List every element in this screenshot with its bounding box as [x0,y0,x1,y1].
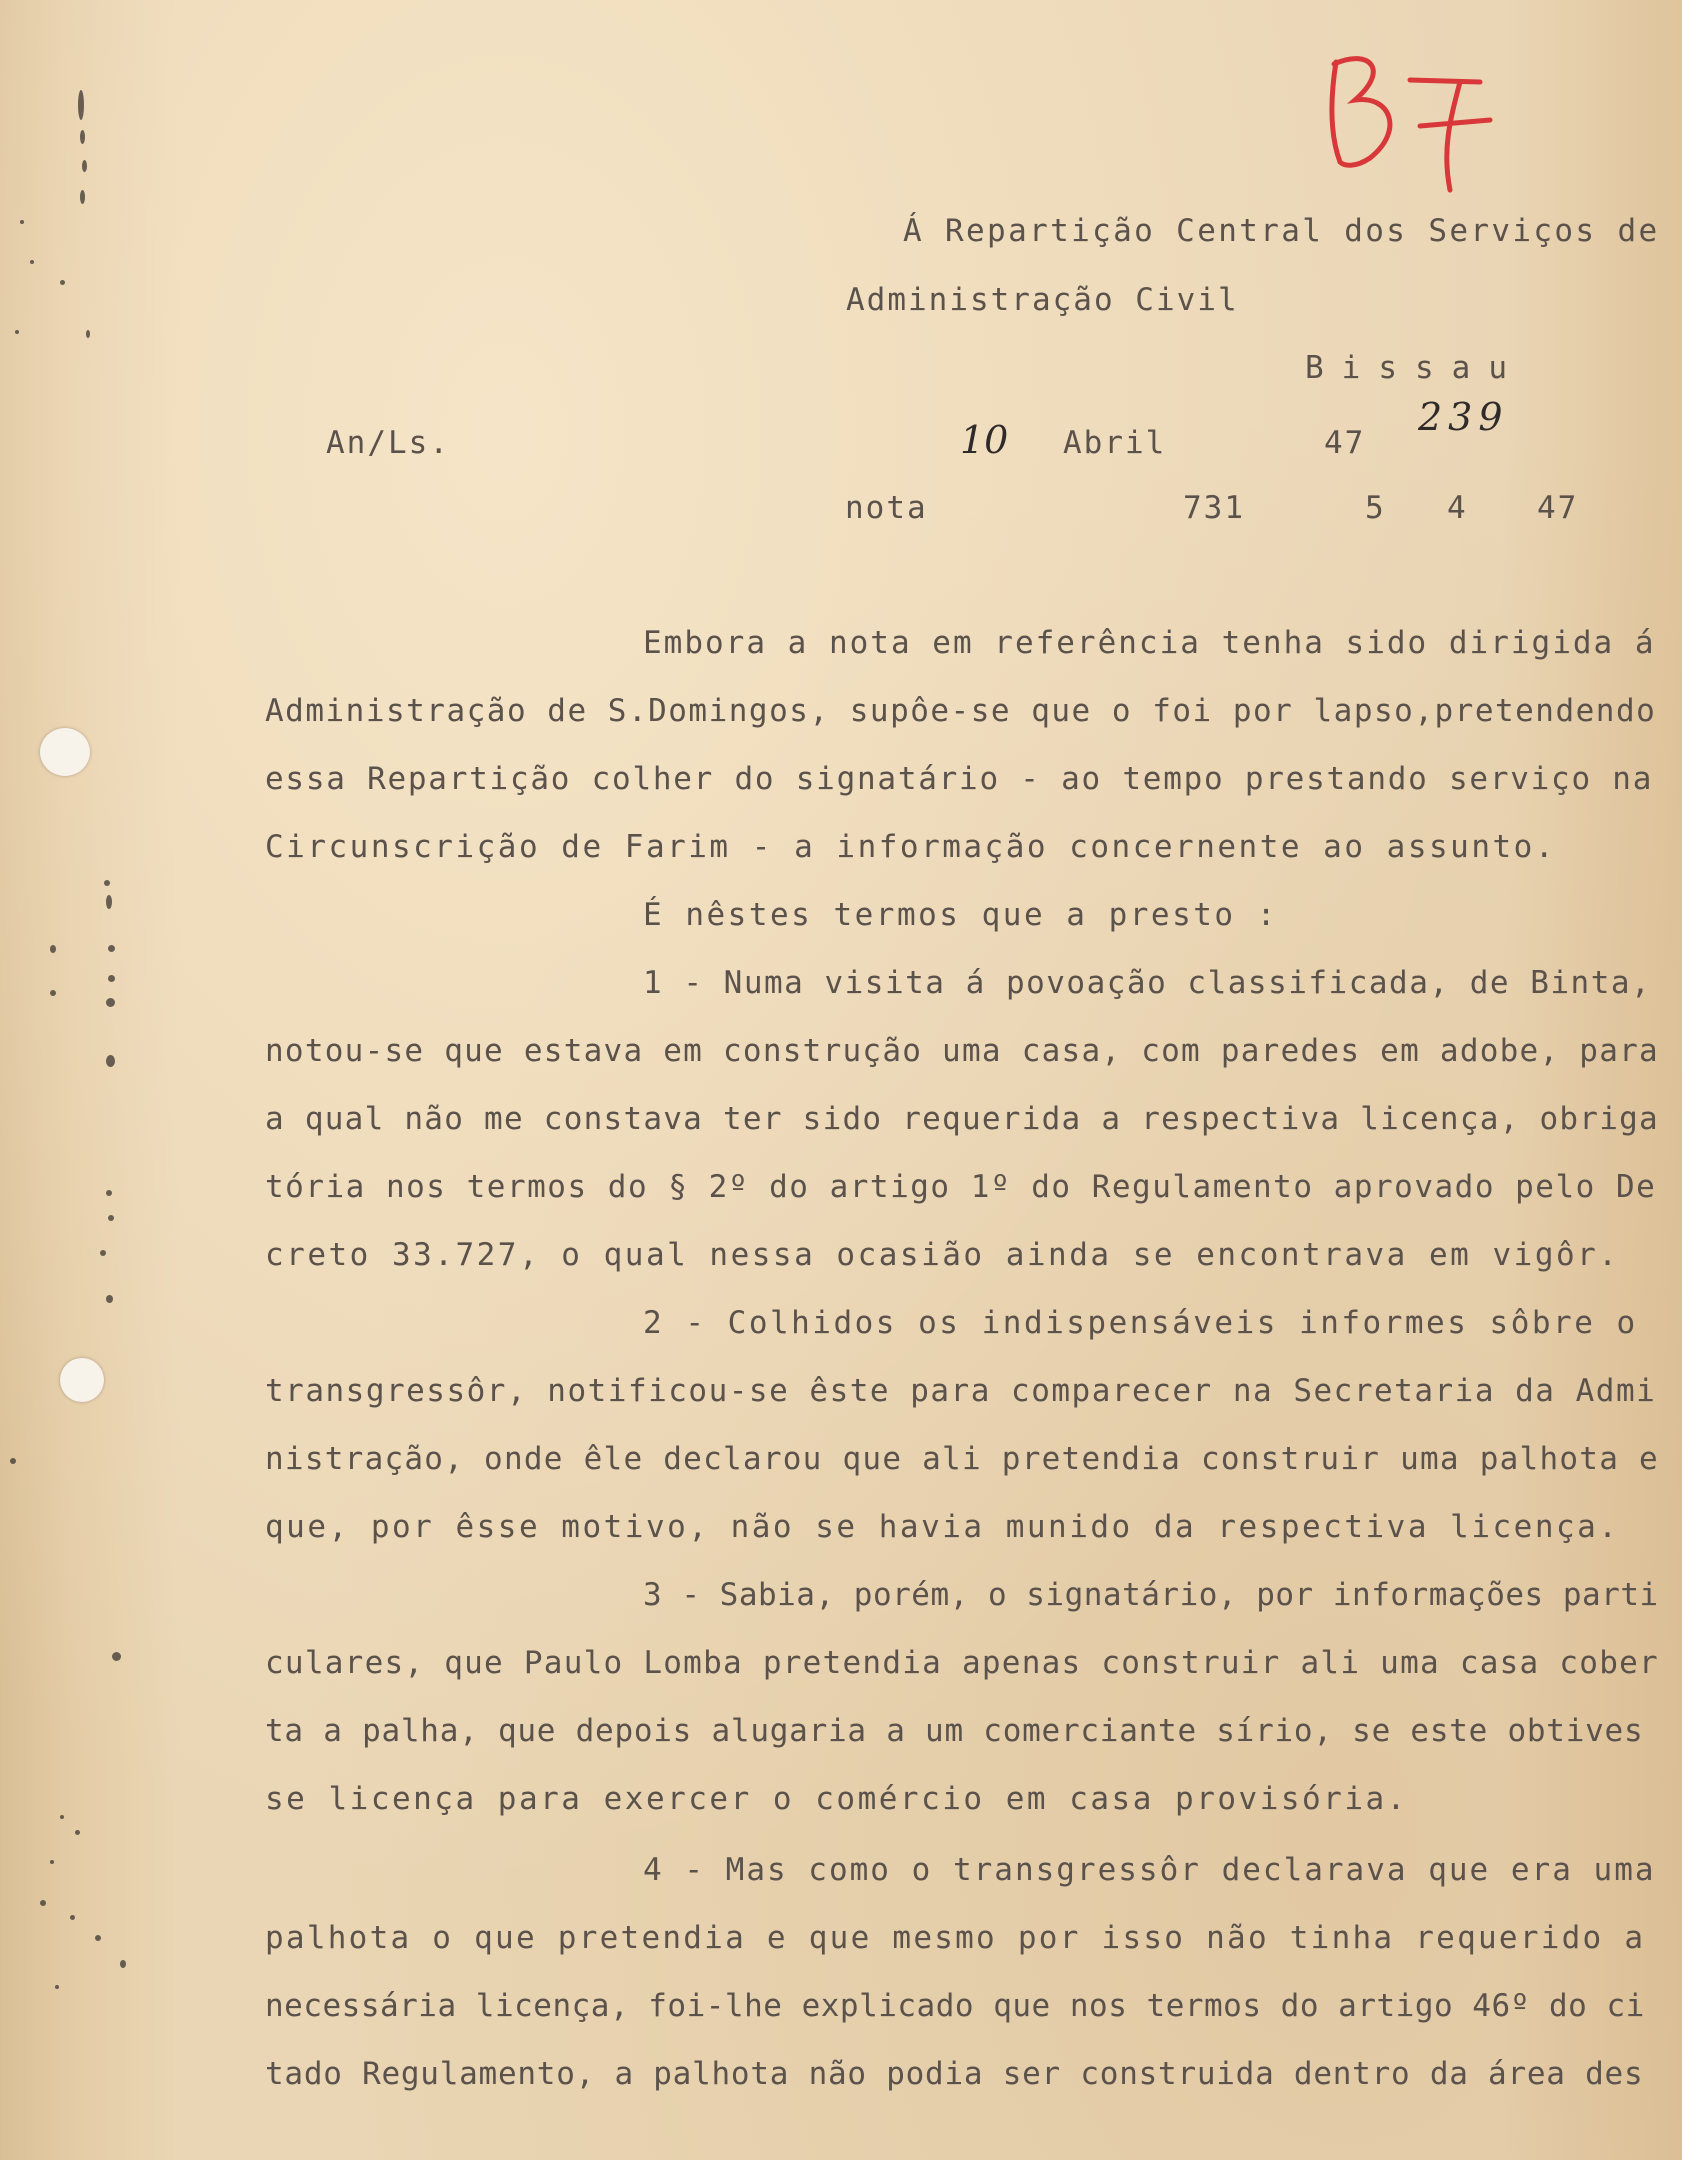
body-line-10: creto 33.727, o qual nessa ocasião ainda se encontrava em vigôr. [265,1237,1620,1273]
body-line-20: palhota o que pretendia e que mesmo por isso não tinha requerido a [265,1920,1646,1956]
reference-code: An/Ls. [326,425,450,461]
body-line-17: ta a palha, que depois alugaria a um comerciante sírio, se este obtives [265,1713,1644,1749]
body-line-6: 1 - Numa visita á povoação classificada, de Binta, [643,965,1652,1001]
body-line-2: Administração de S.Domingos, supôe-se que o foi por lapso,pretendendo [265,693,1657,729]
addressee-line-1: Á Repartição Central dos Serviços de [903,213,1660,249]
nota-day: 5 [1365,490,1386,526]
body-line-1: Embora a nota em referência tenha sido dirigida á [643,625,1656,661]
body-line-16: culares, que Paulo Lomba pretendia apenas construir ali uma casa cober [265,1645,1659,1681]
body-line-22: tado Regulamento, a palhota não podia ser construida dentro da área des [265,2056,1644,2092]
nota-number: 731 [1183,490,1245,526]
body-line-11: 2 - Colhidos os indispensáveis informes sôbre o [643,1305,1638,1341]
body-line-13: nistração, onde êle declarou que ali pretendia construir uma palhota e [265,1441,1659,1477]
punch-hole-bottom [60,1358,104,1402]
body-line-14: que, por êsse motivo, não se havia munido da respectiva licença. [265,1509,1620,1545]
body-line-3: essa Repartição colher do signatário - ao tempo prestando serviço na [265,761,1654,797]
body-line-15: 3 - Sabia, porém, o signatário, por informações parti [643,1577,1659,1613]
body-line-18: se licença para exercer o comércio em casa provisória. [265,1781,1408,1817]
body-line-21: necessária licença, foi-lhe explicado que nos termos do artigo 46º do ci [265,1988,1645,2024]
nota-label: nota [845,490,928,526]
date-month: Abril [1063,425,1167,461]
body-line-5: É nêstes termos que a presto : [643,897,1278,933]
body-line-8: a qual não me constava ter sido requerida a respectiva licença, obriga [265,1101,1659,1137]
body-line-19: 4 - Mas como o transgressôr declarava que era uma [643,1852,1656,1888]
addressee-line-2: Administração Civil [846,282,1239,318]
stamp-text: B7 [1310,40,1312,41]
body-line-9: tória nos termos do § 2º do artigo 1º do Regulamento aprovado pelo De [265,1169,1657,1205]
handwritten-number: 239 [1418,395,1509,439]
date-day: 10 [960,418,1009,462]
nota-year: 47 [1537,490,1579,526]
city: Bissau [1305,350,1525,386]
red-stamp-mark [1310,40,1510,200]
body-line-7: notou-se que estava em construção uma casa, com paredes em adobe, para [265,1033,1659,1069]
body-line-4: Circunscrição de Farim - a informação concernente ao assunto. [265,829,1556,865]
body-line-12: transgressôr, notificou-se êste para comparecer na Secretaria da Admi [265,1373,1657,1409]
punch-hole-top [40,728,90,776]
date-year: 47 [1324,425,1366,461]
nota-month: 4 [1447,490,1468,526]
